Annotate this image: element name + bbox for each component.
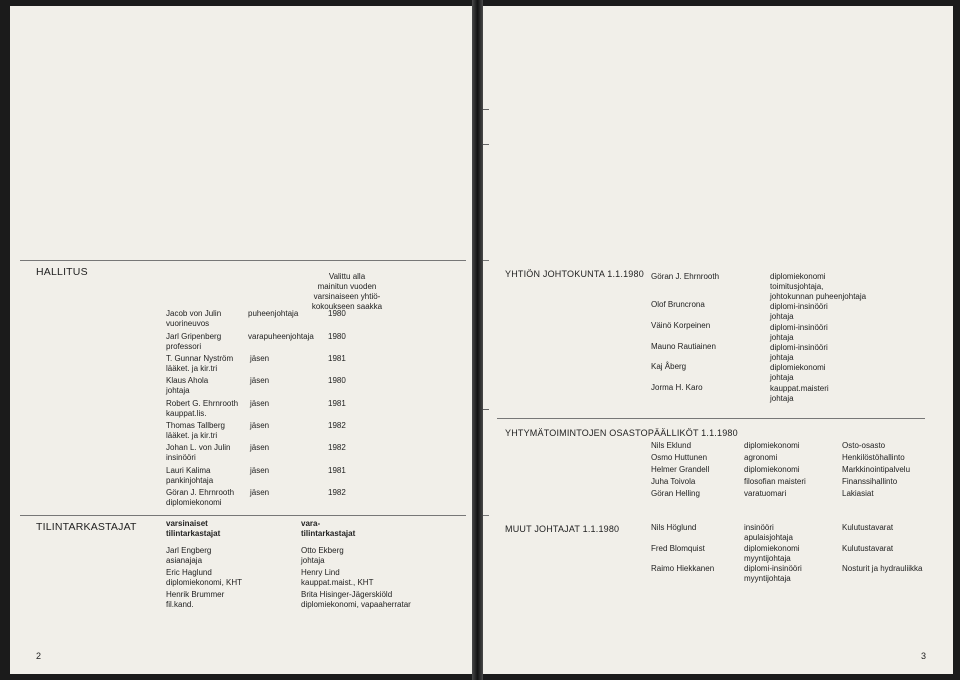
page-number: 2 [36, 651, 42, 661]
board-role: jäsen [250, 443, 270, 452]
exec-member-name: Mauno Rautiainen [651, 342, 716, 351]
tilintarkastajat-heading: TILINTARKASTAJAT [36, 521, 137, 533]
exec-member-name: Kaj Åberg [651, 362, 687, 371]
book-gutter [472, 0, 483, 680]
exec-member-title: diplomiekonomi johtaja [770, 363, 826, 382]
dept-name: Lakiasiat [842, 489, 874, 498]
dept-name: Henkilöstöhallinto [842, 453, 905, 462]
board-member: Lauri Kalima pankinjohtaja [166, 466, 214, 485]
dept-head-name: Osmo Huttunen [651, 453, 708, 462]
board-member: Johan L. von Julin insinööri [166, 443, 231, 462]
exec-member-title: diplomi-insinööri johtaja [770, 302, 828, 321]
right-page [483, 6, 953, 674]
board-year: 1981 [328, 354, 346, 363]
board-role: jäsen [250, 354, 270, 363]
yhtymatoimintojen-heading: YHTYMÄTOIMINTOJEN OSASTOPÄÄLLIKÖT 1.1.1980 [505, 428, 738, 438]
exec-member-title: diplomiekonomi toimitusjohtaja, johtokunnan puheenjohtaja [770, 272, 867, 301]
margin-tick [483, 409, 489, 410]
board-year: 1982 [328, 421, 346, 430]
board-member: Klaus Ahola johtaja [166, 376, 209, 395]
manager-dept: Kulutustavarat [842, 523, 894, 532]
board-role: jäsen [250, 466, 270, 475]
dept-name: Finanssihallinto [842, 477, 898, 486]
manager-dept: Kulutustavarat [842, 544, 894, 553]
exec-member-name: Göran J. Ehrnrooth [651, 272, 720, 281]
manager-title: diplomiekonomi myyntijohtaja [744, 544, 800, 563]
board-year: 1980 [328, 376, 346, 385]
margin-tick [483, 144, 489, 145]
board-year: 1981 [328, 399, 346, 408]
deputy-auditor-entry: Otto Ekberg johtaja [301, 546, 344, 565]
exec-member-name: Olof Bruncrona [651, 300, 705, 309]
exec-member-title: diplomi-insinööri johtaja [770, 343, 828, 362]
deputy-auditors-heading: vara- tilintarkastajat [301, 519, 356, 538]
dept-head-title: agronomi [744, 453, 778, 462]
dept-head-title: filosofian maisteri [744, 477, 806, 486]
board-year: 1980 [328, 309, 346, 318]
dept-head-name: Nils Eklund [651, 441, 692, 450]
dept-head-name: Helmer Grandell [651, 465, 710, 474]
exec-member-name: Väinö Korpeinen [651, 321, 711, 330]
regular-auditors-heading: varsinaiset tilintarkastajat [166, 519, 221, 538]
board-member: Jacob von Julin vuorineuvos [166, 309, 222, 328]
manager-title: insinööri apulaisjohtaja [744, 523, 793, 542]
board-year: 1981 [328, 466, 346, 475]
board-member: Thomas Tallberg lääket. ja kir.tri [166, 421, 225, 440]
auditor-entry: Jarl Engberg asianajaja [166, 546, 212, 565]
board-role: jäsen [250, 421, 270, 430]
manager-name: Raimo Hiekkanen [651, 564, 715, 573]
board-role: puheenjohtaja [248, 309, 299, 318]
exec-member-name: Jorma H. Karo [651, 383, 703, 392]
board-year: 1982 [328, 443, 346, 452]
manager-name: Nils Höglund [651, 523, 697, 532]
dept-head-title: diplomiekonomi [744, 465, 800, 474]
margin-tick [483, 260, 489, 261]
deputy-auditor-entry: Henry Lind kauppat.maist., KHT [301, 568, 374, 587]
top-divider [20, 260, 466, 261]
board-role: jäsen [250, 376, 270, 385]
section-divider [497, 418, 925, 419]
page-number: 3 [921, 651, 927, 661]
dept-name: Markkinointipalvelu [842, 465, 911, 474]
manager-dept: Nosturit ja hydrauliikka [842, 564, 923, 573]
section-divider [20, 515, 466, 516]
manager-title: diplomi-insinööri myyntijohtaja [744, 564, 802, 583]
margin-tick [483, 515, 489, 516]
muut-johtajat-heading: MUUT JOHTAJAT 1.1.1980 [505, 524, 620, 534]
auditor-entry: Henrik Brummer fil.kand. [166, 590, 225, 609]
elected-note: Valittu alla mainitun vuoden varsinaiseen yhtiö- kokoukseen saakka [311, 272, 383, 311]
board-member: T. Gunnar Nyström lääket. ja kir.tri [166, 354, 234, 373]
left-page [10, 6, 472, 674]
auditor-entry: Eric Haglund diplomiekonomi, KHT [166, 568, 243, 587]
exec-member-title: kauppat.maisteri johtaja [770, 384, 829, 403]
board-member: Göran J. Ehrnrooth diplomiekonomi [166, 488, 235, 507]
dept-name: Osto-osasto [842, 441, 886, 450]
manager-name: Fred Blomquist [651, 544, 705, 553]
board-year: 1982 [328, 488, 346, 497]
board-year: 1980 [328, 332, 346, 341]
johtokunta-heading: YHTIÖN JOHTOKUNTA 1.1.1980 [505, 269, 644, 279]
exec-member-title: diplomi-insinööri johtaja [770, 323, 828, 342]
board-role: varapuheenjohtaja [248, 332, 314, 341]
board-role: jäsen [250, 488, 270, 497]
board-member: Jarl Gripenberg professori [166, 332, 222, 351]
dept-head-name: Juha Toivola [651, 477, 696, 486]
dept-head-title: varatuomari [744, 489, 787, 498]
dept-head-title: diplomiekonomi [744, 441, 800, 450]
board-member: Robert G. Ehrnrooth kauppat.lis. [166, 399, 239, 418]
hallitus-heading: HALLITUS [36, 266, 88, 278]
board-role: jäsen [250, 399, 270, 408]
dept-head-name: Göran Helling [651, 489, 700, 498]
deputy-auditor-entry: Brita Hisinger-Jägerskiöld diplomiekonomi, vapaaherratar [301, 590, 411, 609]
margin-tick [483, 109, 489, 110]
